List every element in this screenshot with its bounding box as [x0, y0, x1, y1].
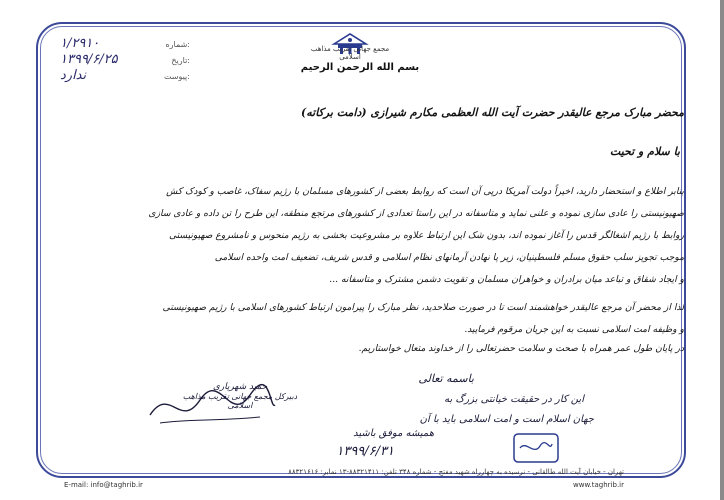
official-stamp-icon [512, 432, 560, 464]
scan-edge [720, 0, 724, 500]
paragraph-line: و ایجاد شقاق و تباعد میان برادران و خواهران مسلمان و تقویت دشمن مشترک و متاسفانه ... [329, 274, 684, 285]
letter-meta [60, 36, 190, 84]
letter-salutation: محضر مبارک مرجع عالیقدر حضرت آیت الله العظمی مکارم شیرازی (دامت برکاته) [301, 106, 684, 119]
date-label: تاریخ: [171, 56, 190, 65]
response-line: این کار در حقیقت خیانتی بزرگ به [444, 394, 584, 405]
letter-greeting: با سلام و تحیت [609, 145, 680, 158]
paragraph-line: و وظیفه امت اسلامی نسبت به این جریان مرقوم فرمایید. [464, 324, 684, 335]
number-value: ۱/۲۹۱۰ [60, 36, 100, 51]
date-value: ۱۳۹۹/۶/۲۵ [60, 52, 118, 67]
footer-address: تهران - خیابان آیت الله طالقانی - نرسیده به چهارراه شهید مفتح - شماره ۳۴۸ تلفن: ۸۸۳۲۱۴۱۱-۱۳ نمابر: ۸۸۳۲۱۶۱۶ [288, 468, 624, 476]
meta-attachment-row [60, 68, 190, 84]
letter-paragraph-2 [64, 297, 684, 341]
organization-name: مجمع جهانی تقریب مذاهب اسلامی [310, 45, 390, 61]
signer-title: دبیرکل مجمع جهانی تقریب مذاهب اسلامی [182, 392, 298, 410]
meta-date-row [60, 52, 190, 68]
response-line: جهان اسلام است و امت اسلامی باید با آن [419, 414, 594, 425]
attachment-label: پیوست: [163, 72, 190, 81]
paragraph-line: موجب تجویز سلب حقوق مسلم فلسطینیان، زیر پا نهادن آرمانهای نظام اسلامی و قدس شریف، تضعیف امت واحده اسلامی [214, 252, 684, 263]
meta-number-row [60, 36, 190, 52]
letter-paragraph-1 [64, 181, 684, 291]
paragraph-line: بنابر اطلاع و استحضار دارید، اخیراً دولت آمریکا درپی آن است که روابط بعضی از کشورهای مسلمان با رژیم سفاک، غاصب و کودک کش [166, 186, 684, 197]
paragraph-line: روابط با رژیم اشغالگر قدس را آغاز نموده اند، بدون شک این ارتباط علاوه بر مشروعیت بخشی به رژیم منحوس و نامشروع صهیونیستی [168, 230, 684, 241]
signer-block [180, 382, 300, 410]
paragraph-line: لذا از محضر آن مرجع عالیقدر خواهشمند است تا در صورت صلاحدید، نظر مبارک را پیرامون ارتباط کشورهای اسلامی با رژیم صهیونیستی [162, 302, 684, 313]
footer-email: E-mail: info@taghrib.ir [64, 481, 143, 489]
signer-name: حمید شهریاری [212, 382, 268, 392]
response-line: باسمه تعالی [418, 372, 474, 385]
paragraph-line: صهیونیستی را عادی سازی نموده و علنی نماید و متاسفانه در این راستا تعدادی از کشورهای مرتجع منطقه، این طرح را تن داده و عادی سازی [148, 208, 684, 219]
footer-website: www.taghrib.ir [573, 481, 624, 489]
number-label: شماره: [165, 40, 190, 49]
attachment-value: ندارد [60, 68, 87, 83]
response-line: همیشه موفق باشید [353, 428, 434, 439]
letter-closing: در پایان طول عمر همراه با صحت و سلامت حضرتعالی را از خداوند متعال خواستاریم. [358, 343, 684, 354]
response-date: ۱۳۹۹/۶/۳۱ [336, 444, 394, 459]
footer-contacts [64, 481, 624, 489]
basmala-heading: بسم الله الرحمن الرحیم [300, 62, 420, 73]
